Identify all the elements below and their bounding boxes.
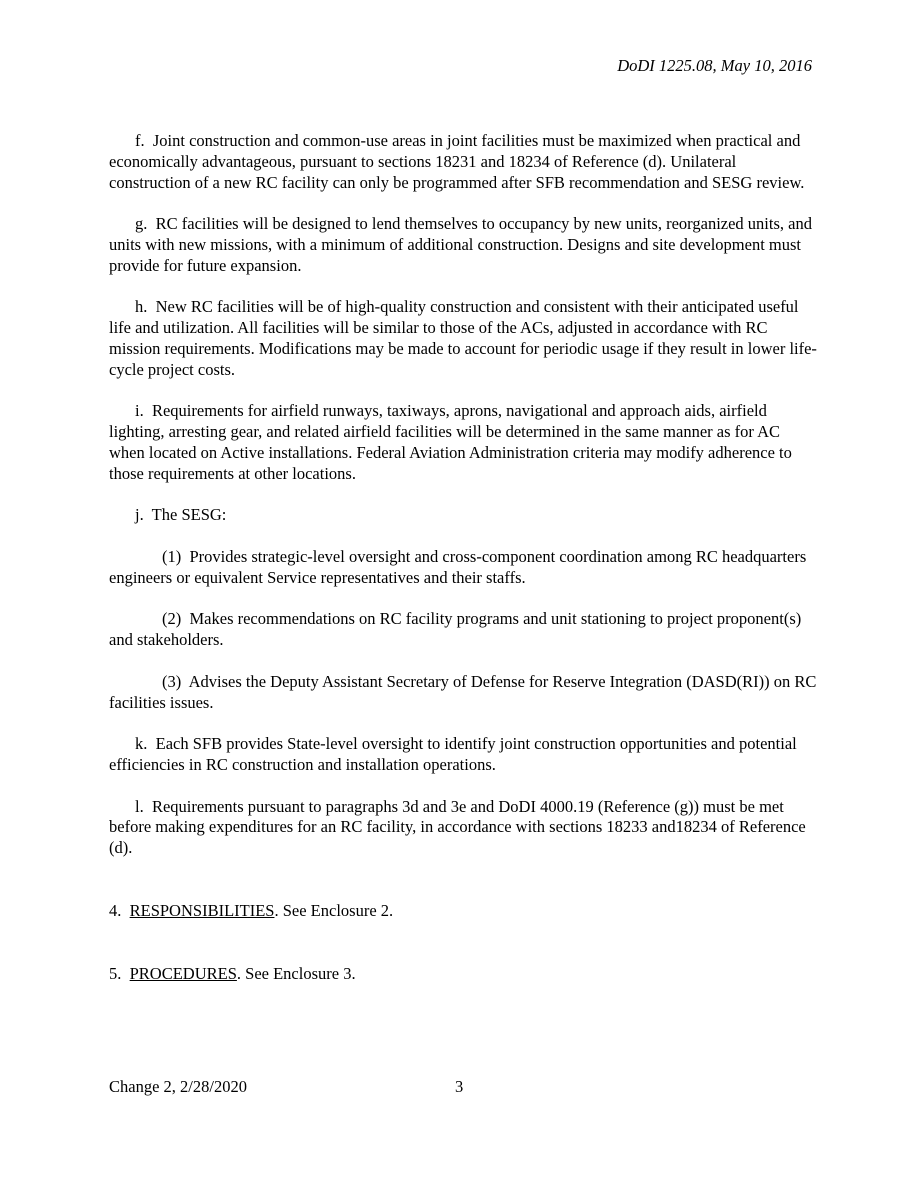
paragraph-text: Advises the Deputy Assistant Secretary of Defense for Reserve Integration (DASD(RI)) on RC facilities issues. <box>109 671 817 712</box>
paragraph-text: New RC facilities will be of high-quality construction and consistent with their anticipated useful life and utilization. All facilities will be similar to those of the ACs, adjusted in accordance with RC mission requirements. Modifications may be made to account for periodic usage if they result in lower life-cycle project costs. <box>109 297 817 379</box>
paragraph-label: l. <box>135 796 144 816</box>
paragraph-text: Makes recommendations on RC facility programs and unit stationing to project proponent(s) and stakeholders. <box>109 609 802 650</box>
section-heading: PROCEDURES <box>129 963 237 983</box>
section-text: . See Enclosure 2. <box>274 900 394 920</box>
paragraph-label: g. <box>135 214 148 234</box>
paragraph-label: i. <box>135 401 144 421</box>
section-heading: RESPONSIBILITIES <box>129 900 275 920</box>
paragraph-text: Each SFB provides State-level oversight to identify joint construction opportunities and potential efficiencies in RC construction and installation operations. <box>109 734 797 774</box>
paragraph-label: (3) <box>162 671 182 691</box>
paragraph-label: j. <box>135 505 144 525</box>
paragraph-text: Requirements pursuant to paragraphs 3d and 3e and DoDI 4000.19 (Reference (g)) must be met before making expenditures for an RC facility, in accordance with sections 18233 and18234 of Reference (d). <box>109 796 806 858</box>
paragraph-text: RC facilities will be designed to lend themselves to occupancy by new units, reorganized units, and units with new missions, with a minimum of additional construction. Designs and site development must provide for future expansion. <box>109 214 812 275</box>
paragraph-i <box>109 401 819 484</box>
paragraph-g <box>109 214 819 276</box>
paragraph-text: Joint construction and common-use areas in joint facilities must be maximized when practical and economically advantageous, pursuant to sections 18231 and 18234 of Reference (d). Unilateral construction of a new RC facility can only be programmed after SFB recommendation and SESG review. <box>109 131 805 192</box>
paragraph-label: (1) <box>162 546 182 566</box>
paragraph-label: k. <box>135 734 148 754</box>
paragraph-text: The SESG: <box>151 505 227 525</box>
paragraph-label: h. <box>135 297 148 317</box>
paragraph-l <box>109 797 819 859</box>
footer-change-note: Change 2, 2/28/2020 <box>109 1077 247 1096</box>
paragraph-k <box>109 734 819 776</box>
footer-page-number: 3 <box>455 1077 464 1096</box>
document-reference-header: DoDI 1225.08, May 10, 2016 <box>617 56 812 75</box>
paragraph-j <box>109 505 819 526</box>
paragraph-j3 <box>109 672 819 714</box>
paragraph-j2 <box>109 609 819 651</box>
section-number: 5. <box>109 963 122 983</box>
document-body <box>109 131 819 984</box>
section-responsibilities <box>109 901 819 922</box>
section-number: 4. <box>109 900 122 920</box>
paragraph-h <box>109 297 819 380</box>
paragraph-label: f. <box>135 131 145 150</box>
paragraph-label: (2) <box>162 609 182 629</box>
paragraph-text: Requirements for airfield runways, taxiways, aprons, navigational and approach aids, airfield lighting, arresting gear, and related airfield facilities will be determined in the same manner as for AC when located on Active installations. Federal Aviation Administration criteria may modify adherence to those requirements at other locations. <box>109 401 792 483</box>
section-procedures <box>109 964 819 985</box>
paragraph-j1 <box>109 547 819 589</box>
section-text: . See Enclosure 3. <box>236 963 356 983</box>
paragraph-f <box>109 131 819 193</box>
paragraph-text: Provides strategic-level oversight and cross-component coordination among RC headquarters engineers or equivalent Service representatives and their staffs. <box>109 546 807 587</box>
